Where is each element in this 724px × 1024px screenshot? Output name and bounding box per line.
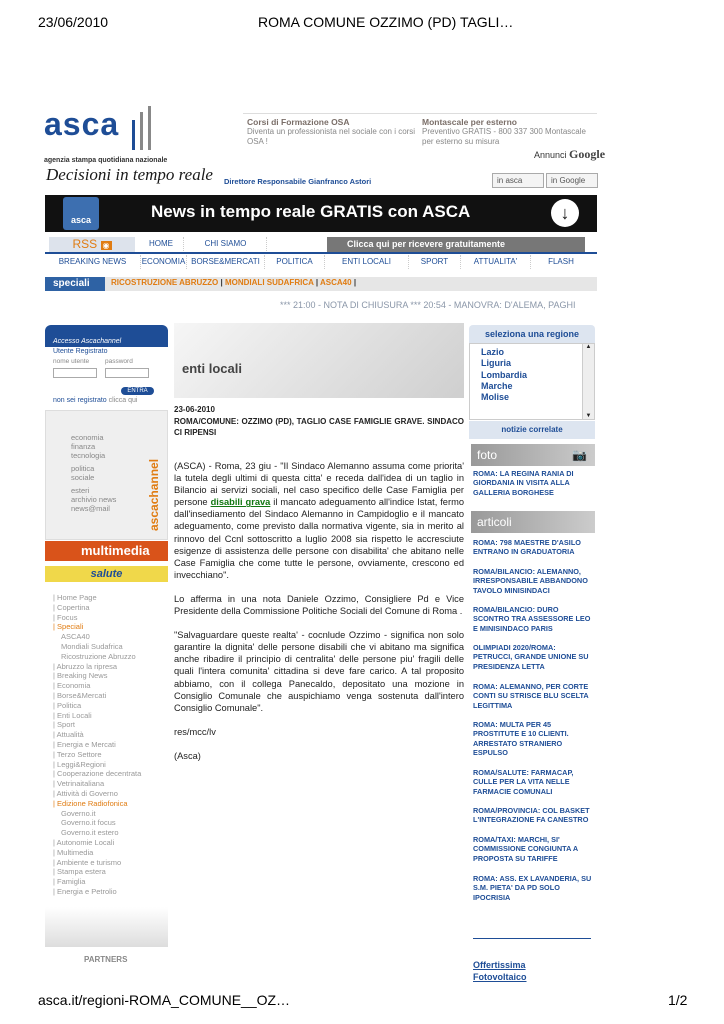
partners-label: PARTNERS — [84, 955, 128, 964]
register-line — [53, 397, 137, 404]
ad-osa[interactable] — [247, 117, 419, 147]
google-ads-label[interactable] — [534, 147, 605, 162]
related-news-item[interactable]: ROMA/BILANCIO: ALEMANNO, IRRESPONSABILE ABBANDONO TAVOLO MINISINDACI — [473, 567, 588, 595]
related-news-item[interactable]: ROMA/TAXI: MARCHI, SI' COMMISSIONE CONGIUNTA A PROPOSTA SU TARIFFE — [473, 835, 578, 863]
channel-item[interactable]: politica — [71, 464, 95, 473]
region-option[interactable]: Lazio — [481, 347, 505, 357]
tagline: Decisioni in tempo reale — [46, 165, 213, 184]
search-in-google-button[interactable]: in Google — [546, 173, 598, 188]
nav-politica[interactable]: POLITICA — [265, 255, 325, 269]
nav-flash[interactable]: FLASH — [548, 257, 574, 266]
left-menu-item[interactable]: Ricostruzione Abruzzo — [61, 651, 136, 661]
article-signature: res/mcc/lv — [174, 726, 216, 737]
left-menu-item[interactable]: | Cooperazione decentrata — [53, 769, 142, 779]
channel-item[interactable]: news@mail — [71, 504, 110, 513]
related-news-item[interactable]: ROMA/PROVINCIA: COL BASKET L'INTEGRAZIONE FA CANESTRO — [473, 806, 590, 825]
article-text: il mancato adeguamento all'indice Istat, fermo dall'insediamento del Sindaco Alemanno in Campidoglio e il mancato adeguamento, come previsto dalla normativa vigente, sia in merito al rinnovo del Ccnl sottoscritto a luglio 2008 sia rispetto le accresciute esigenze di assistenza delle persone con disabilita' che abitano nelle Case Famiglia che come tutte le persone, ovviamente, crescono ed invecchiano". — [174, 497, 464, 580]
speciali-link-mondiali[interactable]: MONDIALI SUDAFRICA — [224, 278, 314, 287]
scroll-up-icon[interactable]: ▲ — [585, 344, 592, 350]
nav-breaking-news[interactable]: BREAKING NEWS — [45, 255, 141, 269]
nav-borse-mercati[interactable]: BORSE&MERCATI — [187, 255, 265, 269]
subscribe-link[interactable]: Clicca qui per ricevere gratuitamente — [327, 237, 585, 252]
asca-logo[interactable] — [44, 106, 194, 164]
left-menu-item[interactable]: | Copertina — [53, 602, 90, 612]
left-menu-item[interactable]: | Multimedia — [53, 847, 94, 857]
rss-button[interactable] — [49, 237, 135, 252]
nav-enti-locali[interactable]: ENTI LOCALI — [325, 255, 409, 269]
left-menu-item[interactable]: | Sport — [53, 720, 75, 730]
print-url: asca.it/regioni-ROMA_COMUNE__OZ… — [38, 992, 291, 1008]
section-header — [174, 323, 464, 398]
subscribe-banner[interactable] — [45, 195, 597, 232]
director-line: Direttore Responsabile Gianfranco Astori — [224, 177, 372, 186]
ascachannel-box[interactable] — [45, 410, 168, 540]
region-option[interactable]: Liguria — [481, 358, 512, 369]
left-menu-item[interactable]: | Attività di Governo — [53, 788, 118, 798]
related-news-item[interactable]: ROMA: ALEMANNO, PER CORTE CONTI SU STRISCE BLU SCELTA LEGITTIMA — [473, 682, 589, 710]
left-menu-item[interactable]: | Ambiente e turismo — [53, 857, 122, 867]
section-title: enti locali — [182, 361, 242, 376]
google-brand: Google — [569, 147, 606, 161]
region-select-header: seleziona una regione — [469, 325, 595, 343]
search-in-asca-button[interactable]: in asca — [492, 173, 544, 188]
left-menu-item[interactable]: | Leggi&Regioni — [53, 759, 106, 769]
left-menu-item[interactable]: | Borse&Mercati — [53, 690, 107, 700]
left-menu-item[interactable]: | Terzo Settore — [53, 749, 102, 759]
access-title: Accesso Ascachannel — [53, 338, 122, 345]
left-footer-panel — [45, 907, 168, 947]
rss-icon: ◉ — [102, 241, 110, 250]
article-title: ROMA/COMUNE: OZZIMO (PD), TAGLIO CASE FAMIGLIE GRAVE. SINDACO CI RIPENSI — [174, 417, 464, 437]
offer-line[interactable]: Offertissima — [473, 960, 526, 970]
foto-label: foto — [477, 448, 498, 462]
nav-sport[interactable]: SPORT — [409, 255, 461, 269]
related-news-item[interactable]: ROMA/SALUTE: FARMACAP, CULLE PER LA VITA NELLE FARMACIE COMUNALI — [473, 768, 574, 796]
article-body — [174, 460, 464, 774]
channel-item[interactable]: archivio news — [71, 495, 117, 504]
region-scrollbar[interactable] — [582, 344, 594, 419]
left-menu-item[interactable]: Governo.it focus — [61, 818, 116, 828]
scroll-down-icon[interactable]: ▼ — [585, 413, 592, 419]
left-menu-item[interactable]: | Stampa estera — [53, 867, 106, 877]
left-menu-item[interactable]: ASCA40 — [61, 632, 90, 642]
ad-text: Preventivo GRATIS - 800 337 300 Montascale per esterno su misura — [422, 127, 586, 146]
ad-montascale[interactable] — [422, 117, 594, 147]
article-inline-link[interactable]: disabili grava — [210, 497, 271, 508]
print-date: 23/06/2010 — [38, 14, 109, 30]
login-button[interactable]: ENTRA — [121, 387, 154, 395]
region-option[interactable]: Molise — [481, 392, 510, 403]
nav-home[interactable]: HOME — [139, 237, 184, 251]
foto-news-link[interactable]: ROMA: LA REGINA RANIA DI GIORDANIA IN VISITA ALLA GALLERIA BORGHESE — [473, 469, 574, 497]
ads-prefix: Annunci — [534, 150, 567, 160]
speciali-links: RICOSTRUZIONE ABRUZZO | MONDIALI SUDAFRICA | ASCA40 | — [111, 278, 357, 287]
speciali-bar — [45, 277, 597, 291]
region-listbox[interactable] — [469, 343, 595, 420]
ad-title[interactable]: Montascale per esterno — [422, 117, 517, 127]
download-arrow-icon: ↓ — [551, 199, 579, 227]
camera-icon: 📷 — [572, 448, 587, 462]
registered-user-label: Utente Registrato — [53, 348, 108, 355]
nav-attualita[interactable]: ATTUALITA' — [461, 255, 531, 269]
left-menu-item[interactable]: | Energia e Petrolio — [53, 886, 117, 896]
username-input[interactable] — [53, 368, 97, 378]
rss-label: RSS — [72, 237, 98, 251]
left-menu-item[interactable]: | Vetrinaitaliana — [53, 779, 105, 789]
article-paragraph: Lo afferma in una nota Daniele Ozzimo, Consigliere Pd e Vice Presidente della Commissione Politiche Sociali del Comune di Roma . — [174, 593, 464, 617]
related-news-item[interactable]: ROMA: MULTA PER 45 PROSTITUTE E 10 CLIENTI. ARRESTATO STRANIERO ESPULSO — [473, 720, 569, 757]
channel-item[interactable]: finanza — [71, 442, 96, 451]
channel-item[interactable]: tecnologia — [71, 451, 106, 460]
ad-text: Diventa un professionista nel sociale con i corsi OSA ! — [247, 127, 416, 146]
nav-economia[interactable]: ECONOMIA — [141, 255, 187, 269]
not-registered-text: non sei registrato — [53, 397, 107, 404]
offer-line[interactable]: Fotovoltaico — [473, 972, 527, 982]
article-date: 23-06-2010 — [174, 405, 215, 414]
channel-item[interactable]: sociale — [71, 473, 95, 482]
left-menu — [53, 593, 171, 897]
logo-subtitle: agenzia stampa quotidiana nazionale — [44, 157, 168, 164]
left-menu-item[interactable]: Governo.it — [61, 808, 96, 818]
left-menu-item[interactable]: Governo.it estero — [61, 828, 119, 838]
ascachannel-brand: ascachannel — [147, 458, 161, 531]
region-option[interactable]: Lombardia — [481, 369, 528, 380]
salute-banner[interactable]: salute — [45, 566, 168, 582]
speciali-link-abruzzo[interactable]: RICOSTRUZIONE ABRUZZO — [111, 278, 219, 287]
left-menu-item[interactable]: | Autonomie Locali — [53, 837, 115, 847]
left-menu-item[interactable]: | Famiglia — [53, 877, 86, 887]
ad-title[interactable]: Corsi di Formazione OSA — [247, 117, 350, 127]
left-menu-item[interactable]: | Breaking News — [53, 671, 108, 681]
password-input[interactable] — [105, 368, 149, 378]
left-menu-item[interactable]: | Economia — [53, 681, 91, 691]
article-paragraph — [174, 460, 464, 581]
related-news-item[interactable]: ROMA: 798 MAESTRE D'ASILO ENTRANO IN GRADUATORIA — [473, 538, 581, 557]
multimedia-banner[interactable]: multimedia — [45, 541, 168, 561]
print-page: 1/2 — [668, 992, 688, 1008]
left-menu-item[interactable]: Mondiali Sudafrica — [61, 641, 123, 651]
left-menu-item[interactable]: | Enti Locali — [53, 710, 92, 720]
left-menu-item[interactable]: | Politica — [53, 700, 82, 710]
articoli-header — [471, 511, 595, 533]
related-news-item[interactable]: ROMA/BILANCIO: DURO SCONTRO TRA ASSESSORE LEO E MINISINDACO PARIS — [473, 605, 591, 633]
main-nav — [45, 237, 597, 269]
left-menu-item[interactable]: | Energia e Mercati — [53, 739, 116, 749]
left-menu-item[interactable]: | Attualità — [53, 730, 84, 740]
nav-chi-siamo[interactable]: CHI SIAMO — [185, 237, 267, 251]
channel-item[interactable]: economia — [71, 433, 104, 442]
left-menu-item[interactable]: | Edizione Radiofonica — [53, 798, 128, 808]
banner-text: News in tempo reale GRATIS con ASCA — [151, 202, 471, 221]
articoli-label: articoli — [477, 515, 512, 529]
channel-items — [71, 433, 116, 513]
left-menu-item[interactable]: | Focus — [53, 612, 78, 622]
article-paragraph: "Salvaguardare queste realta' - cocnlude Ozzimo - significa non solo garantire la dignita' delle persone disabili che vi abitano ma significa anche ribadire il principio di centralita' delle persone piu' fragili delle quali l'intera comunita' cittadina si deve fare carico. A tal proposito abbiamo, con il collega Panecaldo, depositato una mozione in Consiglio Comunale che auspichiamo venga sostenuta dall'intero Consiglio Comunale". — [174, 630, 464, 713]
register-link[interactable]: clicca qui — [108, 397, 138, 404]
foto-header — [471, 444, 595, 466]
related-news-item[interactable]: ROMA: ASS. EX LAVANDERIA, SU S.M. PIETA' DA PD SOLO IPOCRISIA — [473, 874, 592, 902]
speciali-label: speciali — [45, 277, 105, 291]
nav-divider — [45, 252, 597, 254]
left-menu-item[interactable]: | Home Page — [53, 593, 97, 602]
article-text: (ASCA) - Roma, 23 giu - "Il Sindaco Alemanno assuma come priorita' la tutela degli ultimi di questa citta' e receda dall'idea di un taglio in Bilancio ai servizi sociali, nel caso specifico delle Case Famiglia per persone — [174, 461, 464, 508]
print-title: ROMA COMUNE OZZIMO (PD) TAGLI… — [258, 14, 514, 30]
logo-wordmark: asca — [44, 106, 120, 142]
region-option[interactable]: Marche — [481, 380, 513, 391]
left-menu-item[interactable]: | Abruzzo la ripresa — [53, 661, 118, 671]
related-news-header: notizie correlate — [469, 421, 595, 439]
password-label: password — [105, 358, 133, 365]
logo-bars-icon — [132, 106, 156, 155]
related-news-item[interactable]: OLIMPIADI 2020/ROMA: PETRUCCI, GRANDE UNIONE SU PRESIDENZA LETTA — [473, 643, 589, 671]
news-ticker[interactable]: *** 21:00 - NOTA DI CHIUSURA *** 20:54 - MANOVRA: D'ALEMA, PAGHI — [280, 300, 576, 310]
banner-logo: asca — [63, 197, 99, 230]
offer-box[interactable] — [473, 938, 591, 983]
access-header — [45, 325, 168, 347]
left-menu-item[interactable]: | Speciali — [53, 622, 84, 632]
channel-item[interactable]: esteri — [71, 486, 90, 495]
article-source: (Asca) — [174, 750, 201, 761]
speciali-link-asca40[interactable]: ASCA40 — [320, 278, 352, 287]
username-label: nome utente — [53, 358, 90, 365]
